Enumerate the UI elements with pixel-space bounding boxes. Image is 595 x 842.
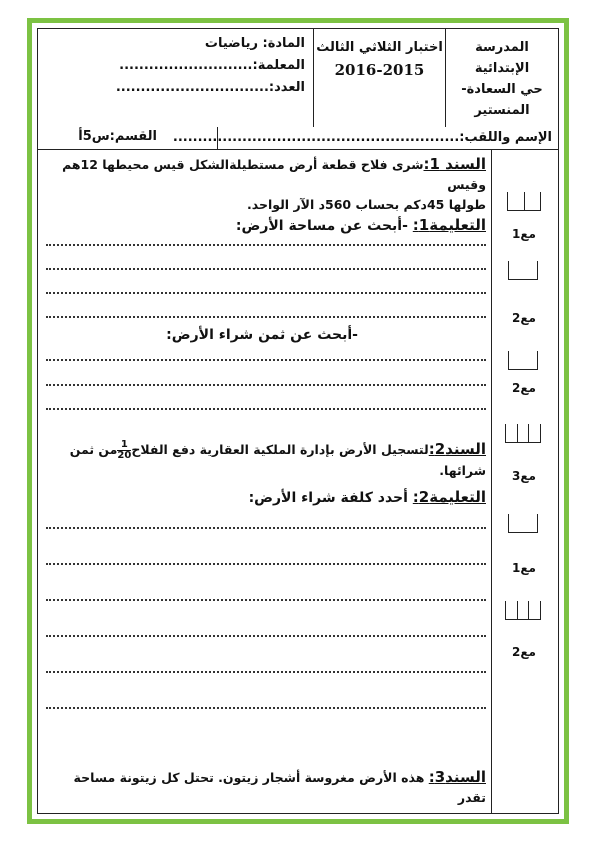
answer-line[interactable] (46, 282, 486, 294)
task2-line (46, 487, 486, 508)
sanad2-line (46, 439, 486, 481)
exam-sheet (37, 28, 559, 814)
sanad2-block (46, 439, 486, 508)
answer-line[interactable] (46, 661, 486, 673)
school-location: حي السعادة-المنستير (461, 82, 543, 118)
sanad2-text-a: لتسجيل الأرض بإدارة الملكية العقارية دفع الفلاح (131, 442, 429, 457)
page-frame (27, 18, 569, 824)
student-row (38, 127, 558, 150)
school-info (445, 29, 558, 127)
student-name-field[interactable]: الإسم واللقب:.......................................................... (172, 130, 552, 145)
task1-label: التعليمة1: (412, 216, 486, 234)
task2-label: التعليمة2: (412, 488, 486, 506)
fraction-numerator: 1 (117, 440, 131, 451)
sanad2-text-b: من ثمن شرائها. (69, 442, 486, 478)
score-box[interactable] (508, 261, 538, 280)
header (38, 29, 558, 127)
criterion-label: مع1 (512, 227, 536, 241)
school-name: المدرسة الإبتدائية (474, 40, 530, 76)
score-box[interactable] (508, 514, 538, 533)
score-box[interactable] (505, 424, 541, 443)
sanad2-label: السند2: (428, 440, 486, 458)
score-box[interactable] (508, 351, 538, 370)
criterion-label: مع2 (512, 645, 536, 659)
sanad1-label: السند 1: (423, 155, 486, 173)
answer-line[interactable] (46, 553, 486, 565)
answer-line[interactable] (46, 349, 486, 361)
criterion-label: مع2 (512, 381, 536, 395)
subject-line: المادة: رياضيات (204, 36, 305, 51)
answer-line[interactable] (46, 589, 486, 601)
answer-line[interactable] (46, 697, 486, 709)
task1b-line (46, 325, 358, 345)
grade-line: العدد:............................... (115, 80, 305, 95)
answer-line[interactable] (46, 398, 486, 410)
criterion-label: مع3 (512, 469, 536, 483)
sanad1-line1 (46, 154, 486, 195)
task1b-text: -أبحث عن ثمن شراء الأرض: (166, 327, 358, 343)
answer-line[interactable] (46, 258, 486, 270)
sanad1-text2: طولها 45دكم بحساب 560د الآر الواحد. (247, 197, 486, 212)
task1-line (46, 215, 486, 236)
sanad1-block (46, 154, 486, 236)
answer-line[interactable] (46, 625, 486, 637)
exam-title: اختبار الثلاثي الثالث (316, 40, 443, 55)
sanad3-label: السند3: (428, 768, 486, 786)
exam-info (313, 29, 445, 127)
criterion-label: مع1 (512, 561, 536, 575)
answer-line[interactable] (46, 374, 486, 386)
score-box[interactable] (507, 192, 541, 211)
answer-line[interactable] (46, 306, 486, 318)
class-label: القسم:س5أ (38, 127, 218, 149)
criteria-column-divider (491, 149, 492, 813)
answer-line[interactable] (46, 517, 486, 529)
task2-text: أحدد كلفة شراء الأرض: (248, 490, 413, 506)
task1-text: -أبحث عن مساحة الأرض: (235, 218, 413, 234)
criterion-label: مع2 (512, 311, 536, 325)
score-box[interactable] (505, 601, 541, 620)
exam-year: 2016-2015 (334, 61, 425, 79)
fraction (117, 440, 131, 461)
fraction-denominator: 20 (117, 450, 132, 461)
sanad3-block (46, 767, 486, 808)
sanad3-text: هذه الأرض مغروسة أشجار زيتون. تحتل كل زيتونة مساحة تقدر (73, 770, 486, 805)
answer-line[interactable] (46, 234, 486, 246)
subject-info (38, 29, 313, 127)
teacher-line: المعلمة:........................... (119, 58, 305, 73)
sanad1-text1: شرى فلاح قطعة أرض مستطيلةالشكل قيس محيطها 12هم وقيس (62, 157, 486, 192)
